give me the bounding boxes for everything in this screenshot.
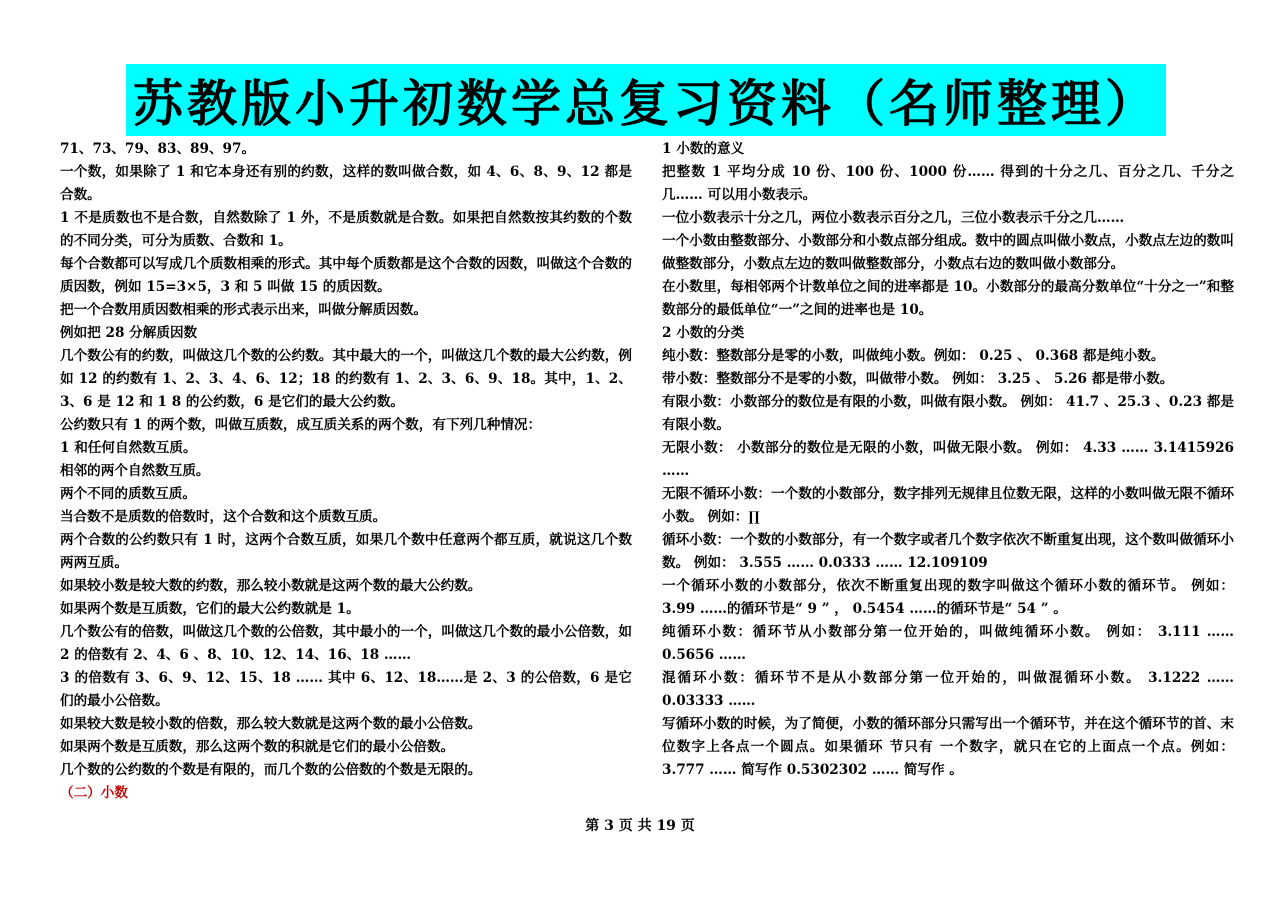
paragraph: 有限小数：小数部分的数位是有限的小数，叫做有限小数。 例如： 41.7 、25.3 、0.23 都是有限小数。 <box>662 394 1234 433</box>
paragraph: 两个不同的质数互质。 <box>60 486 196 502</box>
right-column <box>662 138 1234 782</box>
paragraph: 一位小数表示十分之几，两位小数表示百分之几，三位小数表示千分之几…… <box>662 210 1125 226</box>
paragraph: 几个数公有的约数，叫做这几个数的公约数。其中最大的一个，叫做这几个数的最大公约数，例如 12 的约数有 1、2、3、4、6、12；18 的约数有 1、2、3、6、9、18。其中，1、2、3、6 是 12 和 1 8 的公约数，6 是它们的最大公约数。 <box>60 348 632 410</box>
paragraph: 公约数只有 1 的两个数，叫做互质数，成互质关系的两个数，有下列几种情况： <box>60 417 542 433</box>
paragraph: 如果两个数是互质数，它们的最大公约数就是 1。 <box>60 601 360 617</box>
paragraph: 当合数不是质数的倍数时，这个合数和这个质数互质。 <box>60 509 387 525</box>
paragraph: 无限不循环小数：一个数的小数部分，数字排列无规律且位数无限，这样的小数叫做无限不循环小数。 例如：∏ <box>662 486 1234 525</box>
paragraph: 1 不是质数也不是合数，自然数除了 1 外，不是质数就是合数。如果把自然数按其约数的个数的不同分类，可分为质数、合数和 1。 <box>60 210 632 249</box>
paragraph: 带小数：整数部分不是零的小数，叫做带小数。 例如： 3.25 、 5.26 都是带小数。 <box>662 371 1174 387</box>
paragraph: 例如把 28 分解质因数 <box>60 325 198 341</box>
paragraph: 1 和任何自然数互质。 <box>60 440 197 456</box>
section-heading: （二）小数 <box>60 785 128 801</box>
paragraph: 相邻的两个自然数互质。 <box>60 463 210 479</box>
paragraph: 几个数的公约数的个数是有限的，而几个数的公倍数的个数是无限的。 <box>60 762 482 778</box>
paragraph: 纯循环小数：循环节从小数部分第一位开始的，叫做纯循环小数。 例如： 3.111 …… 0.5656 …… <box>662 624 1234 663</box>
paragraph: 一个小数由整数部分、小数部分和小数点部分组成。数中的圆点叫做小数点，小数点左边的数叫做整数部分，小数点左边的数叫做整数部分，小数点右边的数叫做小数部分。 <box>662 233 1234 272</box>
paragraph: 每个合数都可以写成几个质数相乘的形式。其中每个质数都是这个合数的因数，叫做这个合数的质因数，例如 15=3×5，3 和 5 叫做 15 的质因数。 <box>60 256 632 295</box>
paragraph: 1 小数的意义 <box>662 141 745 157</box>
paragraph: 两个合数的公约数只有 1 时，这两个合数互质，如果几个数中任意两个都互质，就说这几个数两两互质。 <box>60 532 632 571</box>
paragraph: 如果较大数是较小数的倍数，那么较大数就是这两个数的最小公倍数。 <box>60 716 482 732</box>
paragraph: 如果两个数是互质数，那么这两个数的积就是它们的最小公倍数。 <box>60 739 455 755</box>
paragraph: 几个数公有的倍数，叫做这几个数的公倍数，其中最小的一个，叫做这几个数的最小公倍数，如 2 的倍数有 2、4、6 、8、10、12、14、16、18 …… <box>60 624 632 663</box>
title-banner <box>126 64 1166 136</box>
paragraph: 2 小数的分类 <box>662 325 745 341</box>
paragraph: 循环小数：一个数的小数部分，有一个数字或者几个数字依次不断重复出现，这个数叫做循环小数。 例如： 3.555 …… 0.0333 …… 12.109109 <box>662 532 1234 571</box>
page-number: 第 3 页 共 19 页 <box>585 818 695 834</box>
paragraph: 一个循环小数的小数部分，依次不断重复出现的数字叫做这个循环小数的循环节。 例如： 3.99 ……的循环节是“ 9 ” ， 0.5454 ……的循环节是“ 54 ” 。 <box>662 578 1234 617</box>
left-column <box>60 138 632 805</box>
paragraph: 一个数，如果除了 1 和它本身还有别的约数，这样的数叫做合数，如 4、6、8、9、12 都是合数。 <box>60 164 632 203</box>
paragraph: 把整数 1 平均分成 10 份、100 份、1000 份…… 得到的十分之几、百分之几、千分之几…… 可以用小数表示。 <box>662 164 1234 203</box>
paragraph: 如果较小数是较大数的约数，那么较小数就是这两个数的最大公约数。 <box>60 578 482 594</box>
paragraph: 纯小数：整数部分是零的小数，叫做纯小数。例如： 0.25 、 0.368 都是纯小数。 <box>662 348 1165 364</box>
page-title: 苏教版小升初数学总复习资料（名师整理） <box>133 75 1159 133</box>
paragraph: 71、73、79、83、89、97。 <box>60 141 256 157</box>
paragraph: 在小数里，每相邻两个计数单位之间的进率都是 10。小数部分的最高分数单位“十分之一”和整数部分的最低单位“一”之间的进率也是 10。 <box>662 279 1234 318</box>
paragraph: 混循环小数：循环节不是从小数部分第一位开始的，叫做混循环小数。 3.1222 …… 0.03333 …… <box>662 670 1234 709</box>
paragraph: 写循环小数的时候，为了简便，小数的循环部分只需写出一个循环节，并在这个循环节的首、末位数字上各点一个圆点。如果循环 节只有 一个数字，就只在它的上面点一个点。例如： 3.777 …… 简写作 0.5302302 …… 简写作 。 <box>662 716 1234 778</box>
paragraph: 把一个合数用质因数相乘的形式表示出来，叫做分解质因数。 <box>60 302 428 318</box>
paragraph: 3 的倍数有 3、6、9、12、15、18 …… 其中 6、12、18……是 2、3 的公倍数，6 是它们的最小公倍数。 <box>60 670 632 709</box>
paragraph: 无限小数： 小数部分的数位是无限的小数，叫做无限小数。 例如： 4.33 …… 3.1415926 …… <box>662 440 1234 479</box>
